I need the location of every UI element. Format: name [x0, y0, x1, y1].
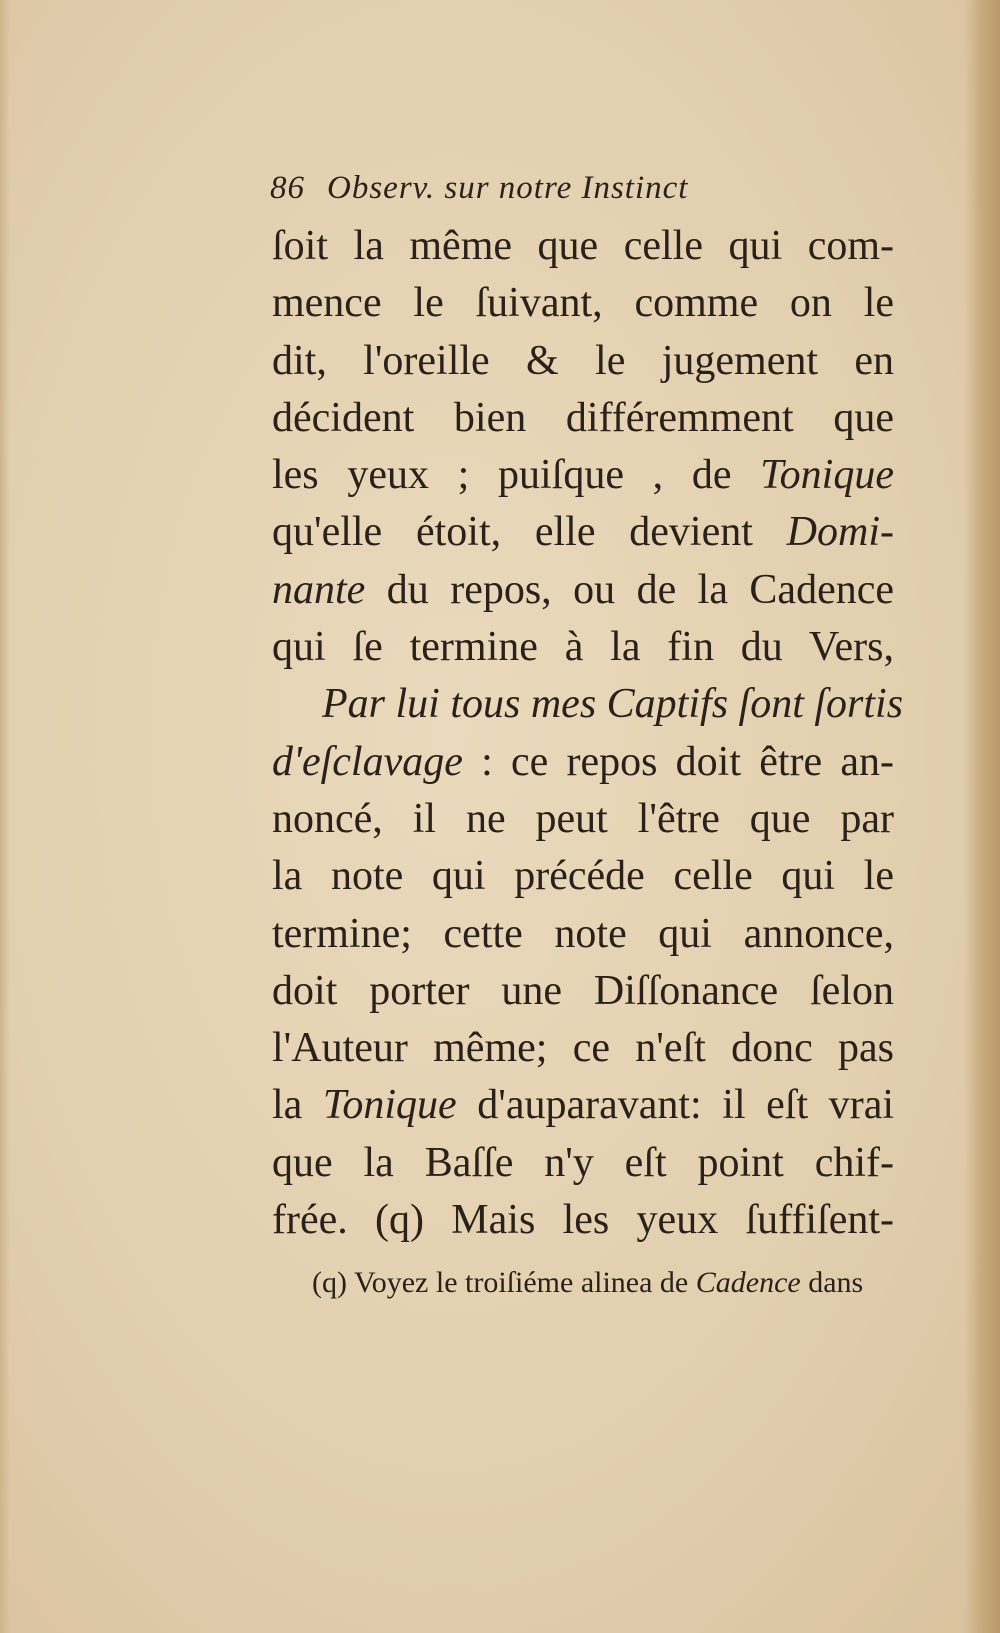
text-line: doit porter une Diſſonance ſelon: [272, 967, 894, 1014]
text-line: frée. (q) Mais les yeux ſuffiſent-: [272, 1197, 894, 1244]
text-line: la Tonique d'auparavant: il eſt vrai: [272, 1082, 895, 1129]
text-line: les yeux ; puiſque , de Tonique: [272, 452, 894, 499]
text-line: décident bien différemment que: [272, 394, 894, 441]
text-line: mence le ſuivant, comme on le: [272, 280, 894, 327]
italic-term: Cadence: [695, 1266, 801, 1299]
body-text: [272, 218, 904, 1249]
running-title: Observ. sur notre Instinct: [327, 170, 689, 206]
text-line: qui ſe termine à la fin du Vers,: [272, 624, 894, 671]
italic-term: Tonique: [760, 452, 894, 499]
text-line: la note qui précéde celle qui le: [272, 853, 894, 900]
verse-quote-line: Par lui tous mes Captifs ſont ſortis: [322, 681, 904, 728]
page-number: 86: [270, 170, 305, 206]
footnote: (q) Voyez le troiſiéme alinea de Cadence dans: [312, 1266, 864, 1299]
running-header: [270, 170, 890, 220]
text-line: termine; cette note qui annonce,: [272, 910, 894, 957]
text-line: nante du repos, ou de la Cadence: [272, 566, 894, 613]
text-line: qu'elle étoit, elle devient Domi-: [272, 509, 894, 556]
italic-term: nante: [272, 566, 366, 613]
text-line: d'eſclavage : ce repos doit être an-: [272, 738, 894, 785]
text-line: ſoit la même que celle qui com-: [272, 223, 894, 269]
page-right-edge: [964, 0, 1000, 1633]
italic-term: d'eſclavage: [272, 738, 463, 785]
text-line: l'Auteur même; ce n'eſt donc pas: [272, 1025, 894, 1072]
text-line: dit, l'oreille & le jugement en: [272, 337, 894, 384]
text-line: noncé, il ne peut l'être que par: [272, 795, 894, 842]
italic-term: Tonique: [322, 1082, 457, 1129]
text-line: que la Baſſe n'y eſt point chif-: [272, 1139, 894, 1186]
italic-term: Domi-: [786, 509, 894, 556]
page-left-edge: [0, 0, 10, 1633]
